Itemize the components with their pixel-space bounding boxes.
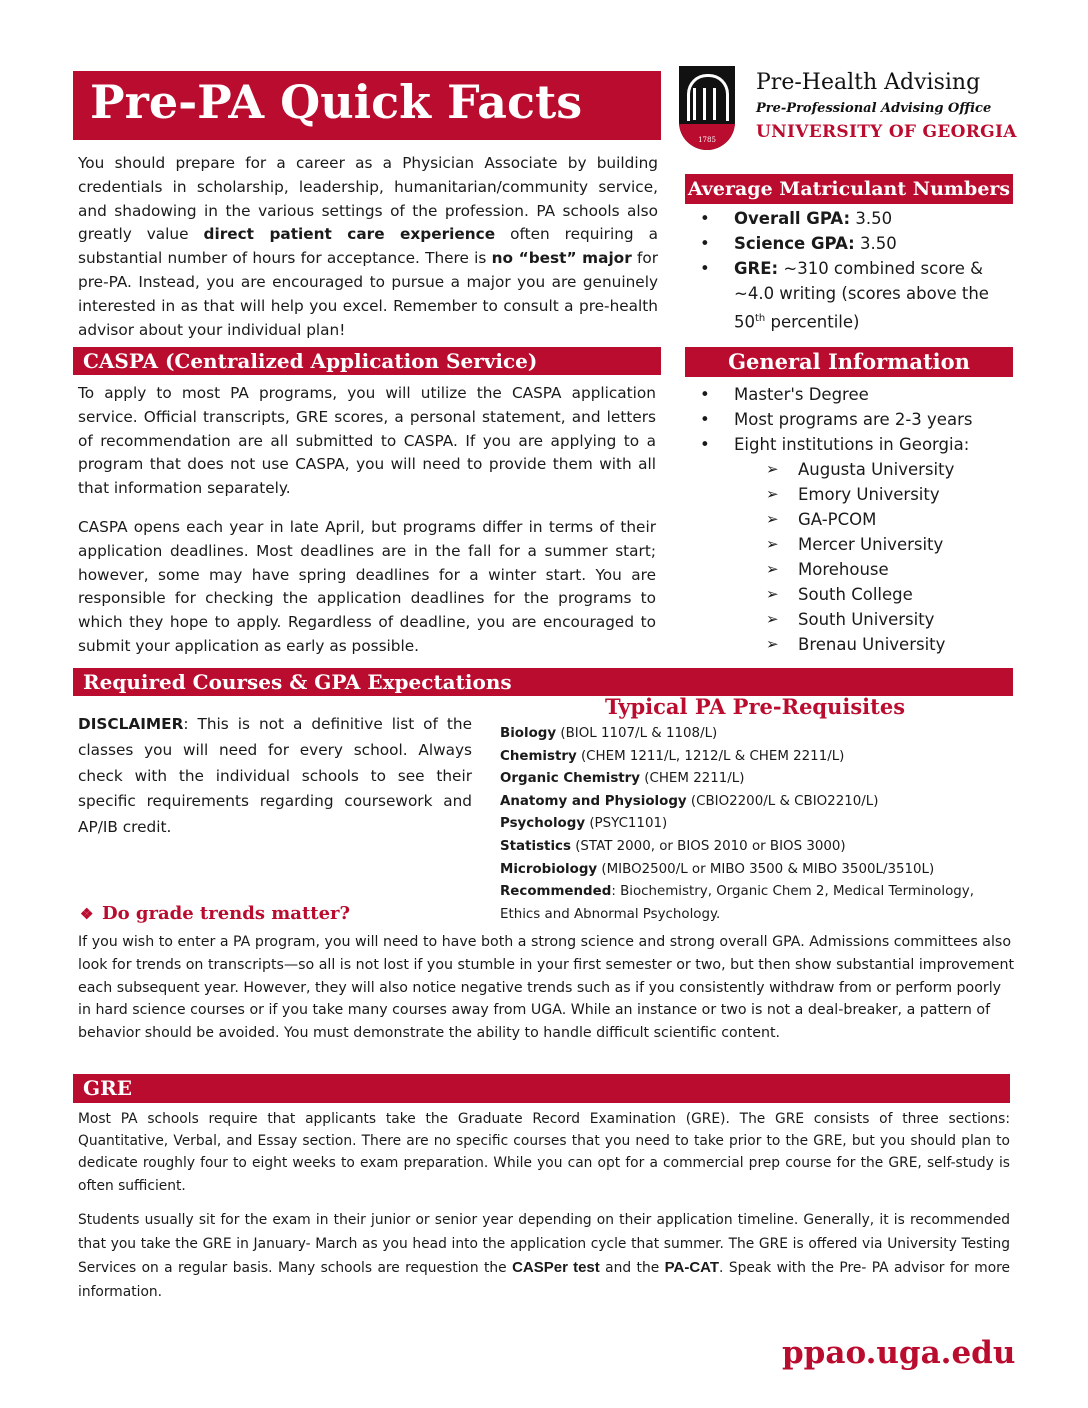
institution-name: South University [798,610,935,629]
institution-item [700,557,1010,582]
intro-text: often requiring a substantial number of hours for acceptance. There is [78,225,658,268]
prereq-courses: : Biochemistry, Organic Chem 2, Medical Terminology, [611,884,974,900]
intro-emphasis: direct patient care experience [203,225,496,244]
arrow-bullet-icon: ➢ [766,460,779,478]
institution-name: South College [798,585,913,604]
institution-name: Brenau University [798,635,946,654]
general-item [700,382,1010,407]
logo-line-3: UNIVERSITY OF GEORGIA [756,122,1017,142]
institution-item [700,507,1010,532]
arrow-bullet-icon: ➢ [766,560,779,578]
prereq-courses: (PSYC1101) [585,816,668,832]
general-item [700,407,1010,432]
average-item [700,256,1010,335]
prereq-courses: (MIBO2500/L or MIBO 3500 & MIBO 3500L/3510L) [597,861,935,877]
institution-item [700,632,1010,657]
required-courses-heading: Required Courses & GPA Expectations [73,668,1013,696]
prereq-subject: Microbiology [500,861,598,877]
prereq-list [500,723,1020,926]
institution-name: Mercer University [798,535,944,554]
diamond-star-icon: ❖ [80,905,94,923]
gre-paragraph-2 [78,1208,1010,1304]
averages-list [700,206,1010,335]
general-item [700,432,1010,457]
prereq-courses: (STAT 2000, or BIOS 2010 or BIOS 3000) [570,838,846,854]
average-item [700,206,1010,231]
prereq-subject: Recommended [500,884,612,900]
disclaimer-label: DISCLAIMER [78,715,184,733]
arch-shield-icon [679,66,735,150]
institution-item [700,457,1010,482]
bullet-icon: • [700,259,710,278]
grade-trends-heading [80,903,350,924]
prereq-item [500,746,1020,769]
logo-line-2: Pre-Professional Advising Office [756,101,992,116]
prereq-subject: Chemistry [500,748,577,764]
prereq-subject: Statistics [500,838,571,854]
page-title-banner [73,71,661,140]
pa-cat-label: PA-CAT [664,1259,720,1276]
institution-item [700,582,1010,607]
disclaimer-text: : This is not a definitive list of the classes you will need for every school. Always check with the individual schools to see their specific requirements regarding coursework and AP/IB credit. [78,715,472,837]
prereq-item [500,768,1020,791]
prereq-item [500,881,1020,904]
institution-name: Emory University [798,485,940,504]
bullet-icon: • [700,435,710,454]
superscript: th [755,313,766,324]
intro-paragraph [78,152,658,342]
prereq-item: Ethics and Abnormal Psychology. [500,906,721,922]
general-item-text: Most programs are 2-3 years [734,410,973,429]
prereq-subject: Anatomy and Physiology [500,793,687,809]
gre-paragraph-1: Most PA schools require that applicants take the Graduate Record Examination (GRE). The GRE consists of three sections: Quantitative, Verbal, and Essay section. There are no specific courses that you need to take prior to the GRE, but you should plan to dedicate roughly four to eight weeks to exam preparation. While you can opt for a commercial prep course for the GRE, self-study is often sufficient. [78,1111,1010,1194]
prereq-courses: (BIOL 1107/L & 1108/L) [556,726,718,741]
logo-year: 1785 [698,136,716,144]
general-info-heading: General Information [685,347,1013,377]
disclaimer-paragraph [78,712,472,841]
institution-item [700,607,1010,632]
institution-name: Augusta University [798,460,955,479]
caspa-paragraph-1: To apply to most PA programs, you will utilize the CASPA application service. Official transcripts, GRE scores, a personal statement, and letters of recommendation are all submitted to CASPA. If you are applying to a program that does not use CASPA, you will need to provide them with all that information separately. [78,384,656,498]
arrow-bullet-icon: ➢ [766,535,779,553]
intro-text: You should prepare for a career as a Physician Associate by building credentials in scholarship, leadership, humanitarian/community service, and shadowing in the various settings of the profession. PA schools also greatly value [78,154,658,244]
prereq-subject: Psychology [500,816,586,832]
institution-name: GA-PCOM [798,510,877,529]
arrow-bullet-icon: ➢ [766,635,779,653]
average-item [700,231,1010,256]
gre-heading: GRE [73,1074,1010,1103]
average-value: percentile) [765,312,860,332]
general-info-list [700,382,1010,657]
gre-text: and the [599,1260,665,1276]
prereq-subject: Organic Chemistry [500,771,641,787]
average-value: 3.50 [850,209,893,228]
grade-trends-paragraph: If you wish to enter a PA program, you will need to have both a strong science and strong overall GPA. Admissions committees also look for trends on transcripts—so all is not lost if you stumble in your first semester or two, but then show substantial improvement each subsequent year. However, they will also notice negative trends such as if you consistently withdraw from or perform poorly in hard science courses or if you take many courses away from UGA. While an instance or two is not a deal-breaker, a pattern of behavior should be avoided. You must demonstrate the ability to handle difficult scientific content. [78,934,1015,1042]
caspa-heading: CASPA (Centralized Application Service) [73,347,661,375]
prereq-title: Typical PA Pre-Requisites [604,694,906,719]
gre-text: . Speak with the Pre- PA advisor for more information. [78,1260,1010,1300]
arrow-bullet-icon: ➢ [766,585,779,603]
arrow-bullet-icon: ➢ [766,485,779,503]
bullet-icon: • [700,234,710,253]
website-url[interactable]: ppao.uga.edu [782,1335,1016,1371]
prereq-item [500,791,1020,814]
prereq-item [500,723,1020,746]
page-title: Pre-PA Quick Facts [90,75,583,129]
prereq-item [500,836,1020,859]
logo-line-1: Pre-Health Advising [756,70,981,95]
grade-trends-title: Do grade trends matter? [102,903,351,924]
casper-test-label: CASPer test [512,1259,600,1276]
average-label: Science GPA: [734,234,855,253]
bullet-icon: • [700,410,710,429]
bullet-icon: • [700,209,710,228]
prereq-courses: (CBIO2200/L & CBIO2210/L) [686,793,879,809]
average-value: 3.50 [854,234,897,253]
general-item-text: Eight institutions in Georgia: [734,435,970,454]
uga-logo [679,66,1019,156]
institution-item [700,482,1010,507]
averages-heading: Average Matriculant Numbers [685,174,1013,204]
intro-emphasis: no “best” major [491,249,632,268]
average-label: Overall GPA: [734,209,851,228]
general-item-text: Master's Degree [734,385,869,404]
average-label: GRE: [734,259,779,278]
gre-text: Students usually sit for the exam in their junior or senior year depending on their application timeline. Generally, it is recommended that you take the GRE in January- March as you head into the application cycle that summer. The GRE is offered via University Testing Services on a regular basis. Many schools are requestion the [78,1212,1010,1276]
institution-name: Morehouse [798,560,889,579]
bullet-icon: • [700,385,710,404]
prereq-item [500,813,1020,836]
average-value: ~310 combined score & ~4.0 writing (scores above the 50 [734,259,989,332]
arrow-bullet-icon: ➢ [766,510,779,528]
arrow-bullet-icon: ➢ [766,610,779,628]
prereq-courses: (CHEM 1211/L, 1212/L & CHEM 2211/L) [576,748,845,764]
prereq-subject: Biology [500,726,557,741]
prereq-courses: (CHEM 2211/L) [640,771,745,787]
prereq-item [500,859,1020,882]
caspa-paragraph-2: CASPA opens each year in late April, but programs differ in terms of their application deadlines. Most deadlines are in the fall for a summer start; however, some may have spring deadlines for a winter start. You are responsible for checking the application deadlines for the programs to which they hope to apply. Regardless of deadline, you are encouraged to submit your application as early as possible. [78,518,656,655]
intro-text: for pre-PA. Instead, you are encouraged to pursue a major you are genuinely interested in as that will help you excel. Remember to consult a pre-health advisor about your individual plan! [78,249,658,339]
institution-item [700,532,1010,557]
